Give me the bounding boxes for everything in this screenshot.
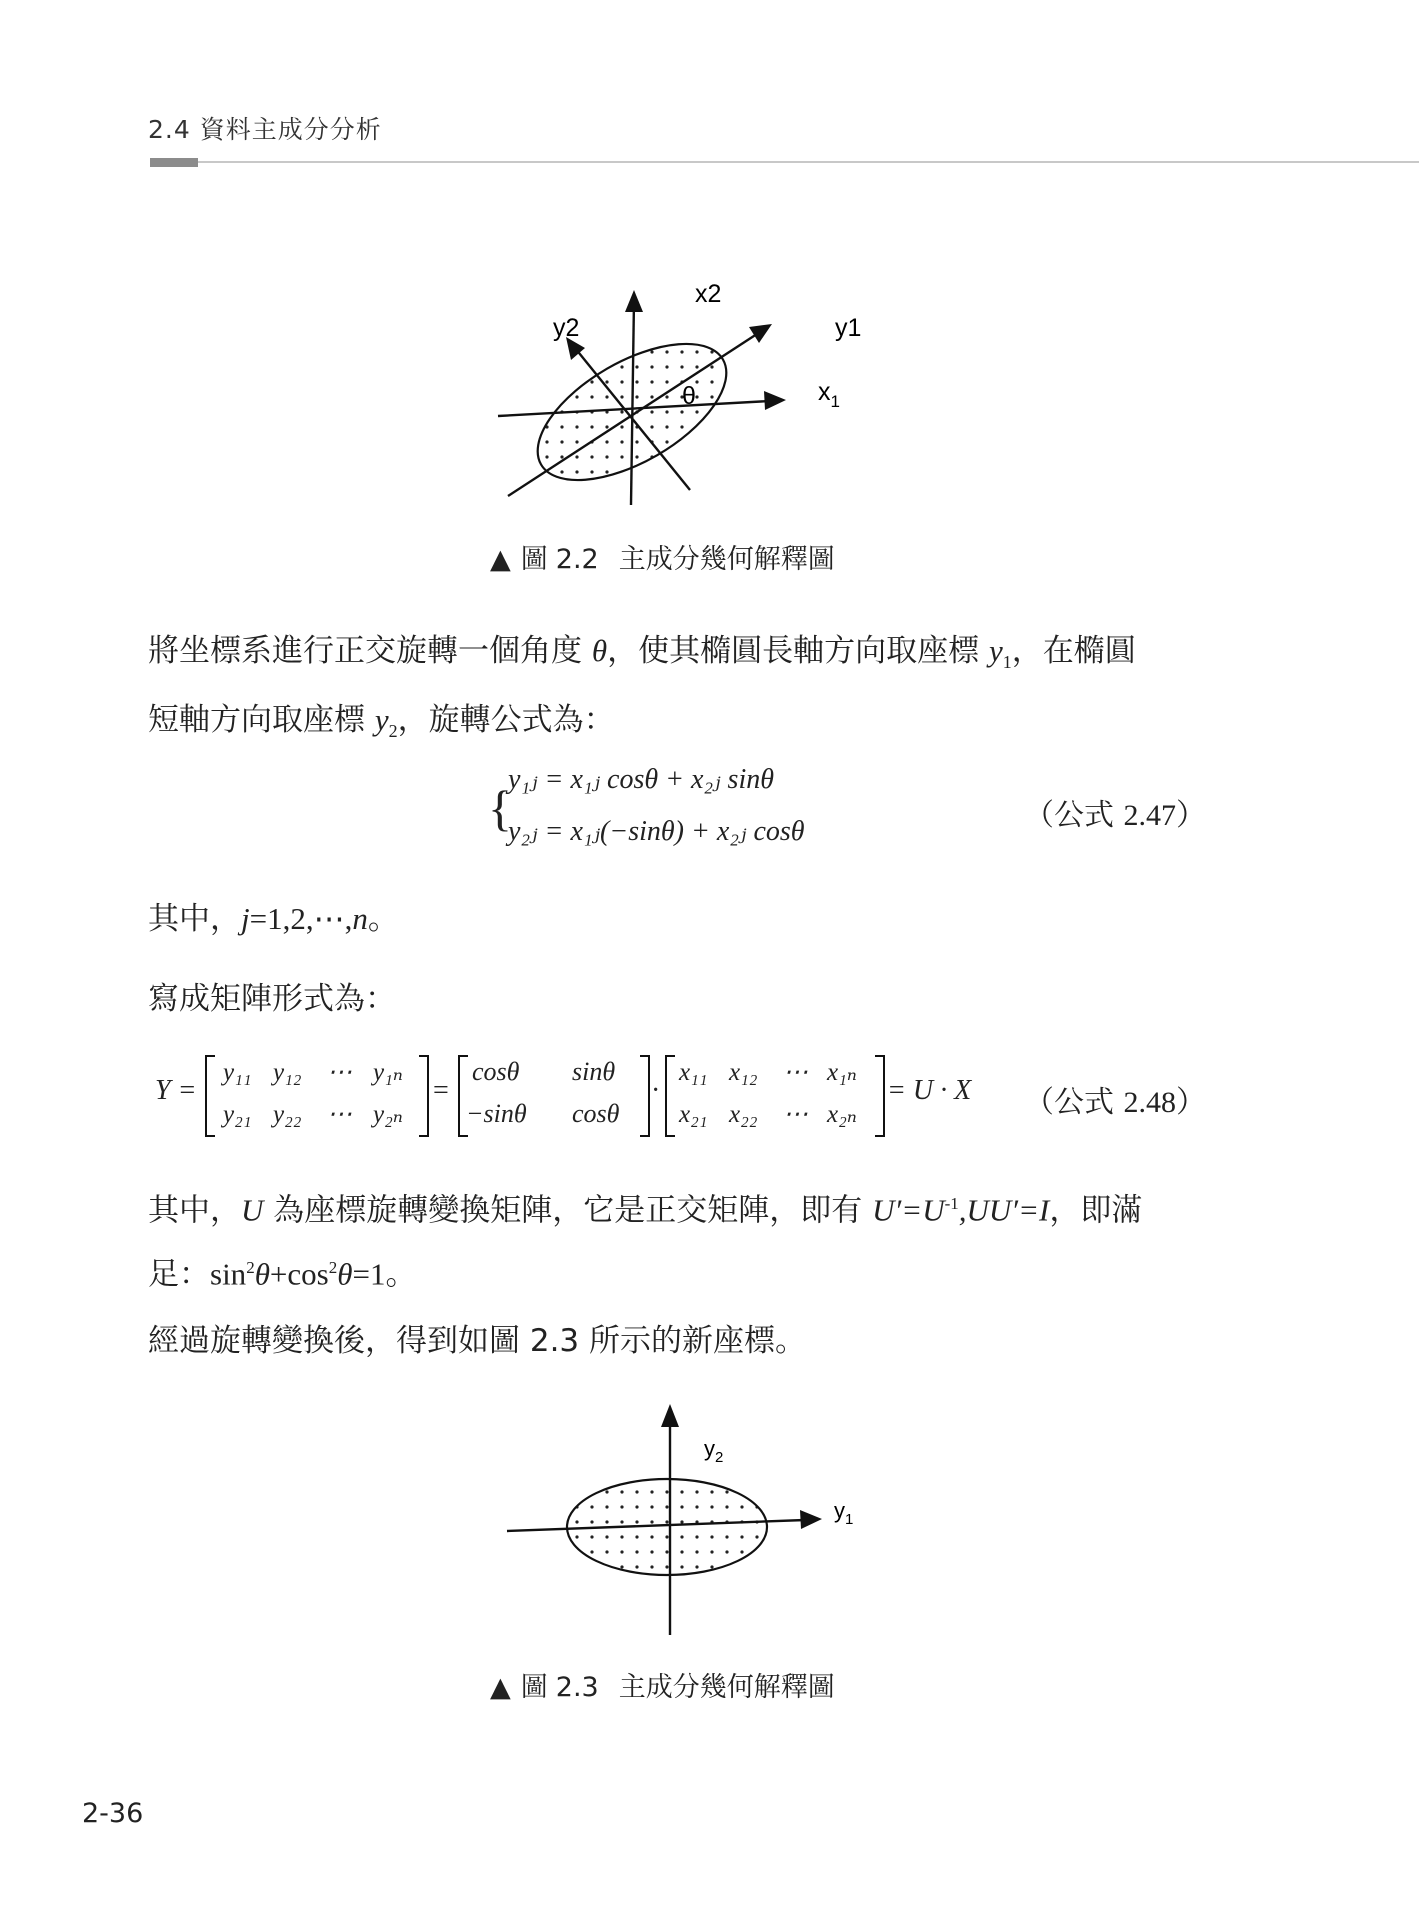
paragraph-orthogonal: 其中，U 為座標旋轉變換矩陣，它是正交矩陣，即有 $U'=U^{-1},UU'=I$，即滿 足：$\sin^2\theta+\cos^2\theta=1$。 [148, 1192, 1143, 1293]
eq-2-48-dot: · [651, 1075, 661, 1106]
header-tab-marker [150, 158, 198, 167]
y2-label: $y_2$ [704, 1436, 724, 1466]
page-number: 2-36 [82, 1798, 144, 1829]
triangle-marker-icon: ▲ [490, 544, 511, 575]
figure-2-2-caption: ▲ 圖 2.2 主成分幾何解釋圖 [490, 544, 835, 575]
eq-2-47-number: （公式 2.47） [1024, 798, 1207, 833]
x2-arrowhead [625, 290, 643, 312]
paragraph-rotation: 將坐標系進行正交旋轉一個角度 θ，使其橢圓長軸方向取座標 $y_1$，在橢圓 短軸方向取座標 $y_2$，旋轉公式為： [148, 633, 1136, 742]
figure-2-3-caption: ▲ 圖 2.3 主成分幾何解釋圖 [490, 1672, 835, 1703]
x2-axis [631, 300, 634, 505]
ellipse-dots [490, 1395, 840, 1640]
matrix-y: y₁₁ y₁₂ ⋯ y₁ₙ y₂₁ y₂₂ ⋯ y₂ₙ [205, 1055, 429, 1137]
eq-2-47-brace: { [488, 780, 512, 836]
eq-2-48-lhs: Y = [155, 1075, 197, 1106]
paragraph-index-range: 其中，j=1,2,⋯,n。 [148, 901, 399, 937]
y2-label: y2 [553, 314, 580, 342]
paragraph-new-coords: 經過旋轉變換後，得到如圖 2.3 所示的新座標。 [148, 1323, 807, 1359]
header-rule [150, 161, 1419, 163]
section-header: 2.4 資料主成分分析 [148, 115, 382, 144]
matrix-rotation: cosθ sinθ −sinθ cosθ [458, 1055, 650, 1137]
paragraph-matrix-form: 寫成矩陣形式為： [148, 981, 396, 1017]
eq-2-47-line1: y₁ⱼ = x₁ⱼ cosθ + x₂ⱼ sinθ [508, 764, 774, 795]
triangle-marker-icon: ▲ [490, 1672, 511, 1703]
matrix-x: x₁₁ x₁₂ ⋯ x₁ₙ x₂₁ x₂₂ ⋯ x₂ₙ [665, 1055, 885, 1137]
y1-label: $y_1$ [834, 1498, 854, 1528]
x1-arrowhead [764, 391, 786, 410]
y1-arrowhead [800, 1510, 822, 1529]
y1-label: y1 [835, 314, 862, 342]
x2-label: x2 [695, 280, 722, 308]
eq-2-48-equals: = [433, 1075, 449, 1106]
eq-2-48-rhs: = U · X [887, 1075, 972, 1106]
eq-2-48-number: （公式 2.48） [1024, 1085, 1207, 1120]
theta-label: θ [682, 382, 696, 410]
x1-label: $x_1$ [818, 378, 840, 411]
eq-2-47-line2: y₂ⱼ = x₁ⱼ(−sinθ) + x₂ⱼ cosθ [508, 816, 805, 847]
y2-arrowhead [661, 1404, 679, 1427]
y1-arrowhead [749, 324, 772, 343]
figure-2-3-diagram [490, 1395, 854, 1640]
figure-2-2-diagram [480, 270, 900, 520]
